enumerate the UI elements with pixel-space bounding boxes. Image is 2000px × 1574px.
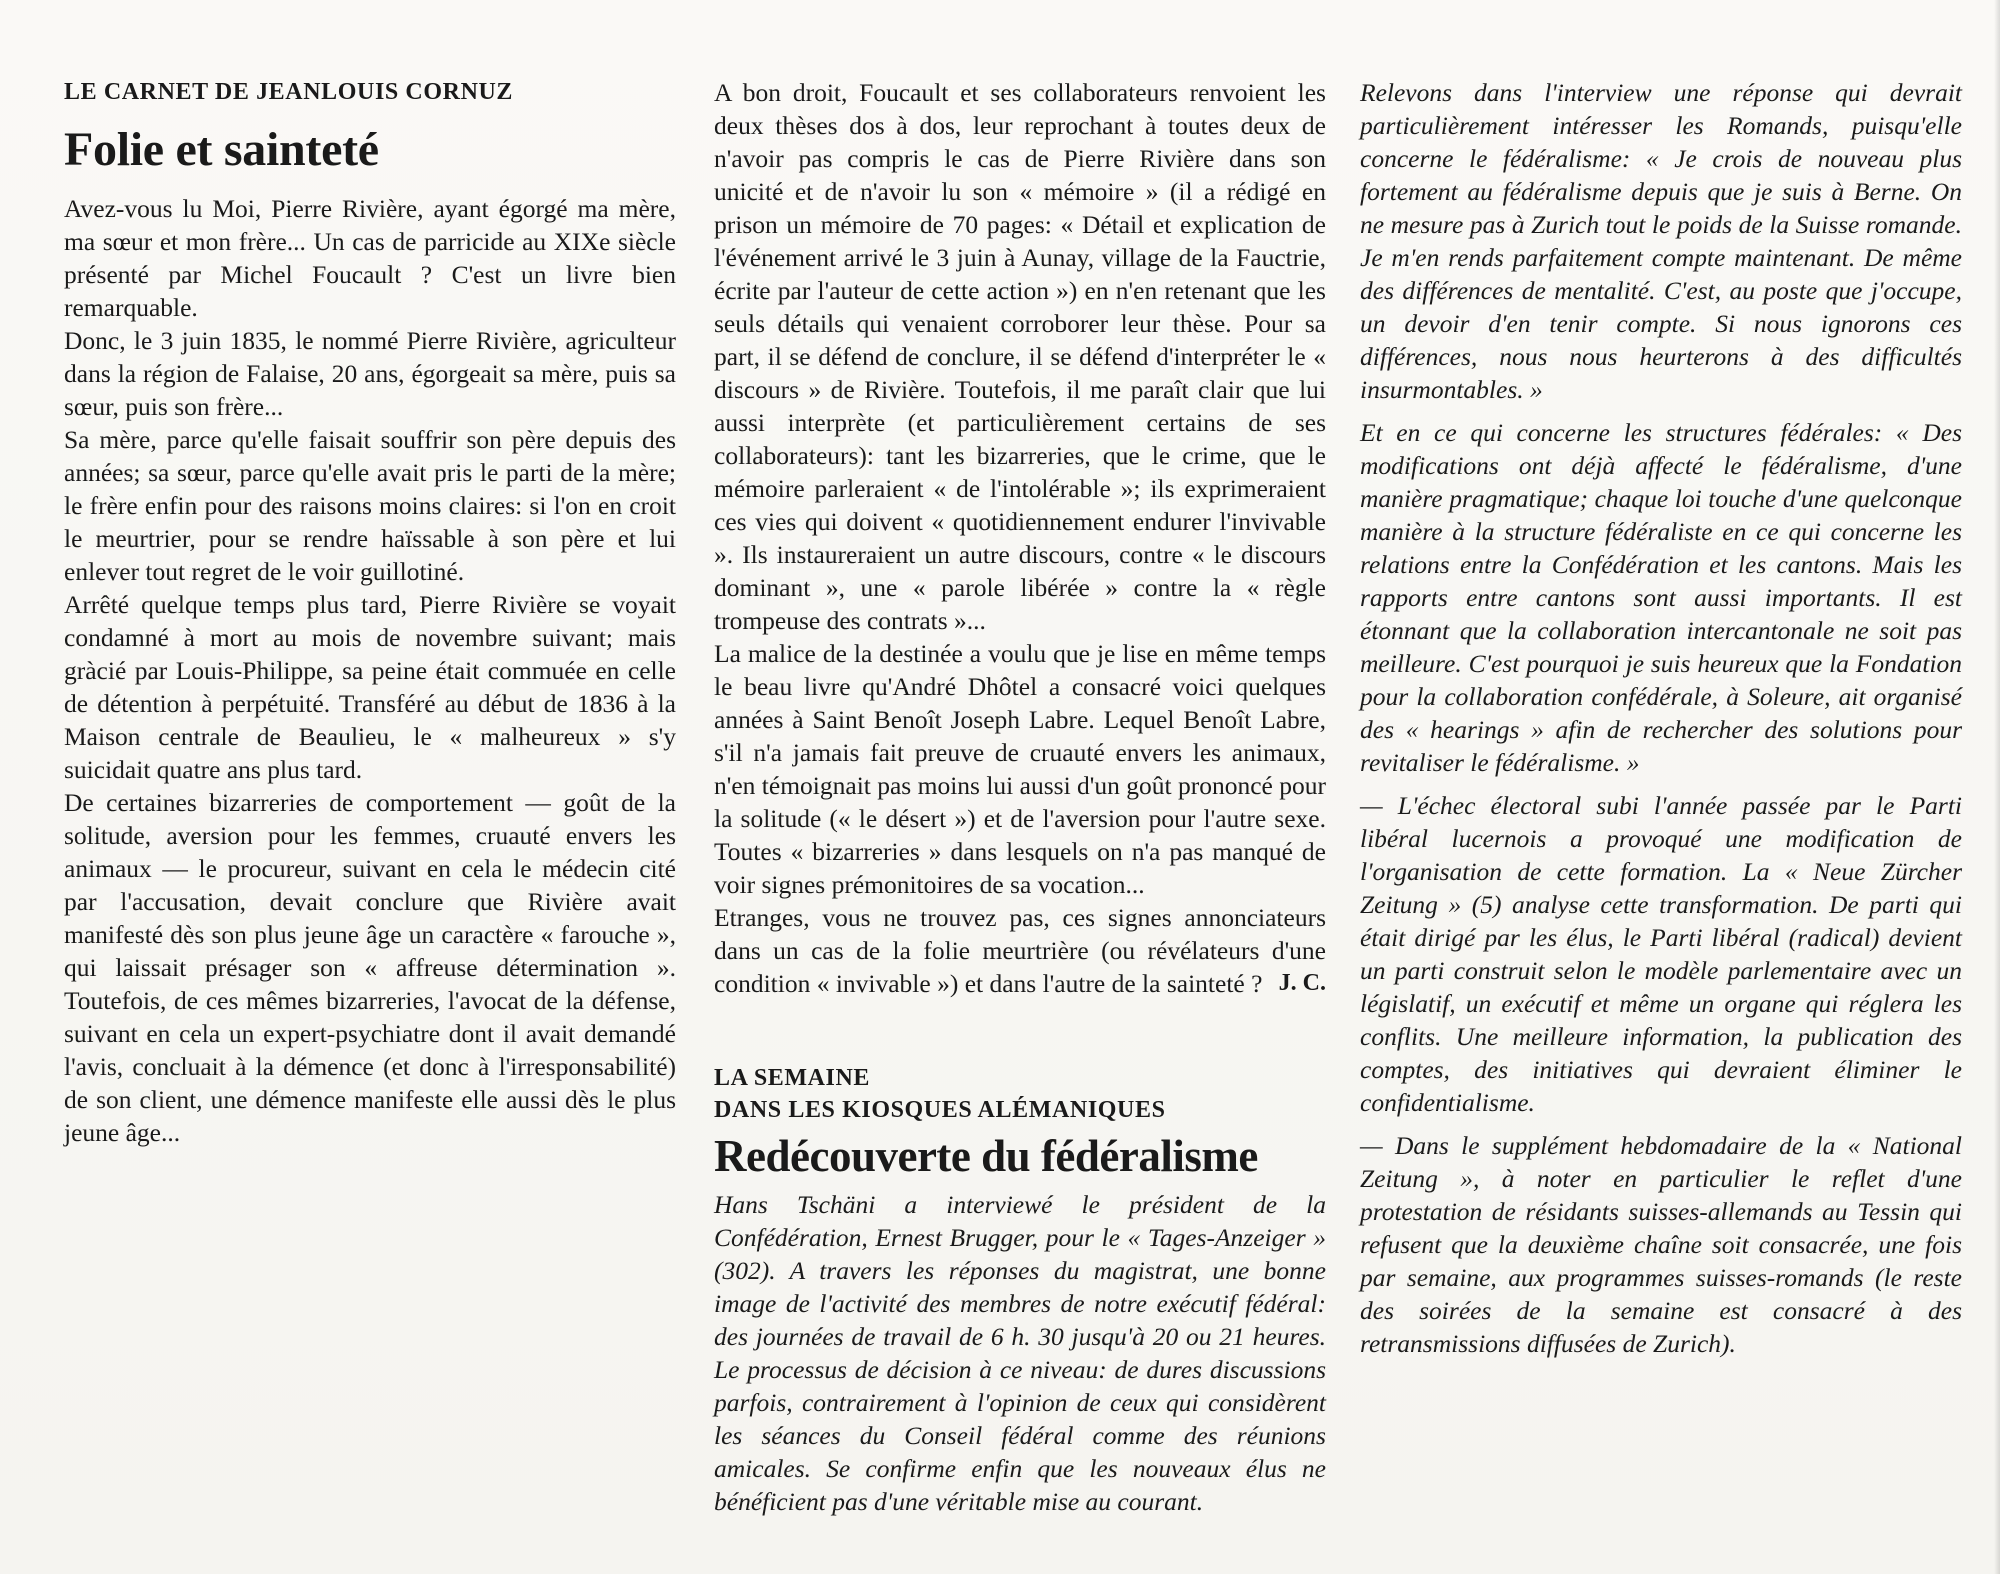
article-paragraph: Sa mère, parce qu'elle faisait souffrir son père depuis des années; sa sœur, parce qu'elle avait pris le parti de la mère; le frère enfin pour des raisons moins claires: si l'on en croit le meurtrier, pour se rendre haïssable à son père et lui enlever tout regret de le voir guillotiné. <box>64 425 676 586</box>
article-kicker-line-2: DANS LES KIOSQUES ALÉMANIQUES <box>714 1097 1166 1123</box>
article-paragraph: — Dans le supplément hebdomadaire de la « National Zeitung », à noter en particulier le reflet d'une protestation de résidants suisses-allemands au Tessin qui refusent que la deuxième chaîne soit consacrée, une fois par semaine, aux programmes suisses-romands (le reste des soirées de la semaine est consacré à des retransmissions diffusées de Zurich). <box>1360 1131 1962 1358</box>
article-paragraph: Hans Tschäni a interviewé le président de la Confédération, Ernest Brugger, pour le « Tages-Anzeiger » (302). A travers les réponses du magistrat, une bonne image de l'activité des membres de notre exécutif fédéral: des journées de travail de 6 h. 30 jusqu'à 20 ou 21 heures. Le processus de décision à ce niveau: de dures discussions parfois, contrairement à l'opinion de ceux qui considèrent les séances du Conseil fédéral comme des réunions amicales. Se confirme enfin que les nouveaux élus ne bénéficient pas d'une véritable mise au courant. <box>714 1190 1326 1516</box>
article-title: Redécouverte du fédéralisme <box>714 1131 1258 1181</box>
article-paragraph: Et en ce qui concerne les structures fédérales: « Des modifications ont déjà affecté le fédéralisme, d'une manière pragmatique; chaque loi touche d'une quelconque manière à la structure fédéraliste en ce qui concerne les relations entre la Confédération et les cantons. Mais les rapports entre cantons sont aussi importants. Il est étonnant que la collaboration intercantonale ne soit pas meilleure. C'est pourquoi je suis heureux que la Fondation pour la collaboration confédérale, à Soleure, ait organisé des « hearings » afin de rechercher des solutions pour revitaliser le fédéralisme. » <box>1360 418 1962 777</box>
article-paragraph: A bon droit, Foucault et ses collaborateurs renvoient les deux thèses dos à dos, leur reprochant à toutes deux de n'avoir pas compris le cas de Pierre Rivière dans son unicité et de n'avoir lu son « mémoire » (il a rédigé en prison un mémoire de 70 pages: « Détail et explication de l'événement arrivé le 3 juin à Aunay, village de la Fauctrie, écrite par l'auteur de cette action ») en n'en retenant que les seuls détails qui venaient corroborer leur thèse. Pour sa part, il se défend de conclure, il se défend d'interpréter le « discours » de Rivière. Toutefois, il me paraît clair que lui aussi interprète (et particulièrement certains de ses collaborateurs): tant les bizarreries, que le crime, que le mémoire parleraient « de l'intolérable »; ils exprimeraient ces vies qui doivent « quotidiennement endurer l'invivable ». Ils instaureraient un autre discours, contre « le discours dominant », une « parole libérée » contre la « règle trompeuse des contrats »... <box>714 78 1326 635</box>
article-paragraph: — L'échec électoral subi l'année passée par le Parti libéral lucernois a provoqué une modification de l'organisation de cette formation. La « Neue Zürcher Zeitung » (5) analyse cette transformation. De parti qui était dirigé par les élus, le Parti libéral (radical) devient un parti construit selon le modèle parlementaire avec un législatif, un exécutif et même un organe qui réglera les conflits. Une meilleure information, la publication des comptes, des initiatives qui devraient éliminer le confidentialisme. <box>1360 791 1962 1117</box>
article-paragraph: De certaines bizarreries de comportement — goût de la solitude, aversion pour les femmes, cruauté envers les animaux — le procureur, suivant en cela le médecin cité par l'accusation, devait conclure que Rivière avait manifesté dès son plus jeune âge un caractère « farouche », qui laissait présager son « affreuse détermination ». Toutefois, de ces mêmes bizarreries, l'avocat de la défense, suivant en cela un expert-psychiatre dont il avait demandé l'avis, concluait à la démence (et donc à l'irresponsabilité) de son client, une démence manifeste elle aussi dès le plus jeune âge... <box>64 788 676 1147</box>
article-paragraph: Donc, le 3 juin 1835, le nommé Pierre Rivière, agriculteur dans la région de Falaise, 20 ans, égorgeait sa mère, puis sa sœur, puis son frère... <box>64 326 676 421</box>
article-paragraph: Arrêté quelque temps plus tard, Pierre Rivière se voyait condamné à mort au mois de novembre suivant; mais gràcié par Louis-Philippe, sa peine était commuée en celle de détention à perpétuité. Transféré au début de 1836 à la Maison centrale de Beaulieu, le « malheureux » s'y suicidait quatre ans plus tard. <box>64 590 676 784</box>
article-paragraph: Relevons dans l'interview une réponse qui devrait particulièrement intéresser les Romands, puisqu'elle concerne le fédéralisme: « Je crois de nouveau plus fortement au fédéralisme depuis que je suis à Berne. On ne mesure pas à Zurich tout le poids de la Suisse romande. Je m'en rends parfaitement compte maintenant. De même des différences de mentalité. C'est, au poste que j'occupe, un devoir d'en tenir compte. Si nous ignorons ces différences, nous nous heurterons à des difficultés insurmontables. » <box>1360 78 1962 404</box>
article-signature: J. C. <box>1278 970 1326 996</box>
article-kicker: LE CARNET DE JEANLOUIS CORNUZ <box>64 79 514 105</box>
article-paragraph: Etranges, vous ne trouvez pas, ces signes annonciateurs dans un cas de la folie meurtrière (ou révélateurs d'une condition « invivable ») et dans l'autre de la sainteté ? <box>714 903 1326 998</box>
column-left <box>64 76 676 1149</box>
second-article-header <box>714 1062 1326 1182</box>
page-edge-shadow <box>1994 0 2000 1574</box>
article-kicker-line-1: LA SEMAINE <box>714 1065 871 1091</box>
article-paragraph: La malice de la destinée a voulu que je lise en même temps le beau livre qu'André Dhôtel a consacré voici quelques années à Saint Benoît Joseph Labre. Lequel Benoît Labre, s'il n'a jamais fait preuve de cruauté envers les animaux, n'en témoignait pas moins lui aussi d'un goût prononcé pour la solitude (« le désert ») et de l'aversion pour l'autre sexe. Toutes « bizarreries » dans lesquels on n'a pas manqué de voir signes prémonitoires de sa vocation... <box>714 639 1326 899</box>
column-middle <box>714 76 1326 1518</box>
column-right <box>1360 76 1962 1360</box>
article-title: Folie et sainteté <box>64 123 379 176</box>
article-paragraph: Avez-vous lu Moi, Pierre Rivière, ayant égorgé ma mère, ma sœur et mon frère... Un cas de parricide au XIXe siècle présenté par Michel Foucault ? C'est un livre bien remarquable. <box>64 194 676 322</box>
